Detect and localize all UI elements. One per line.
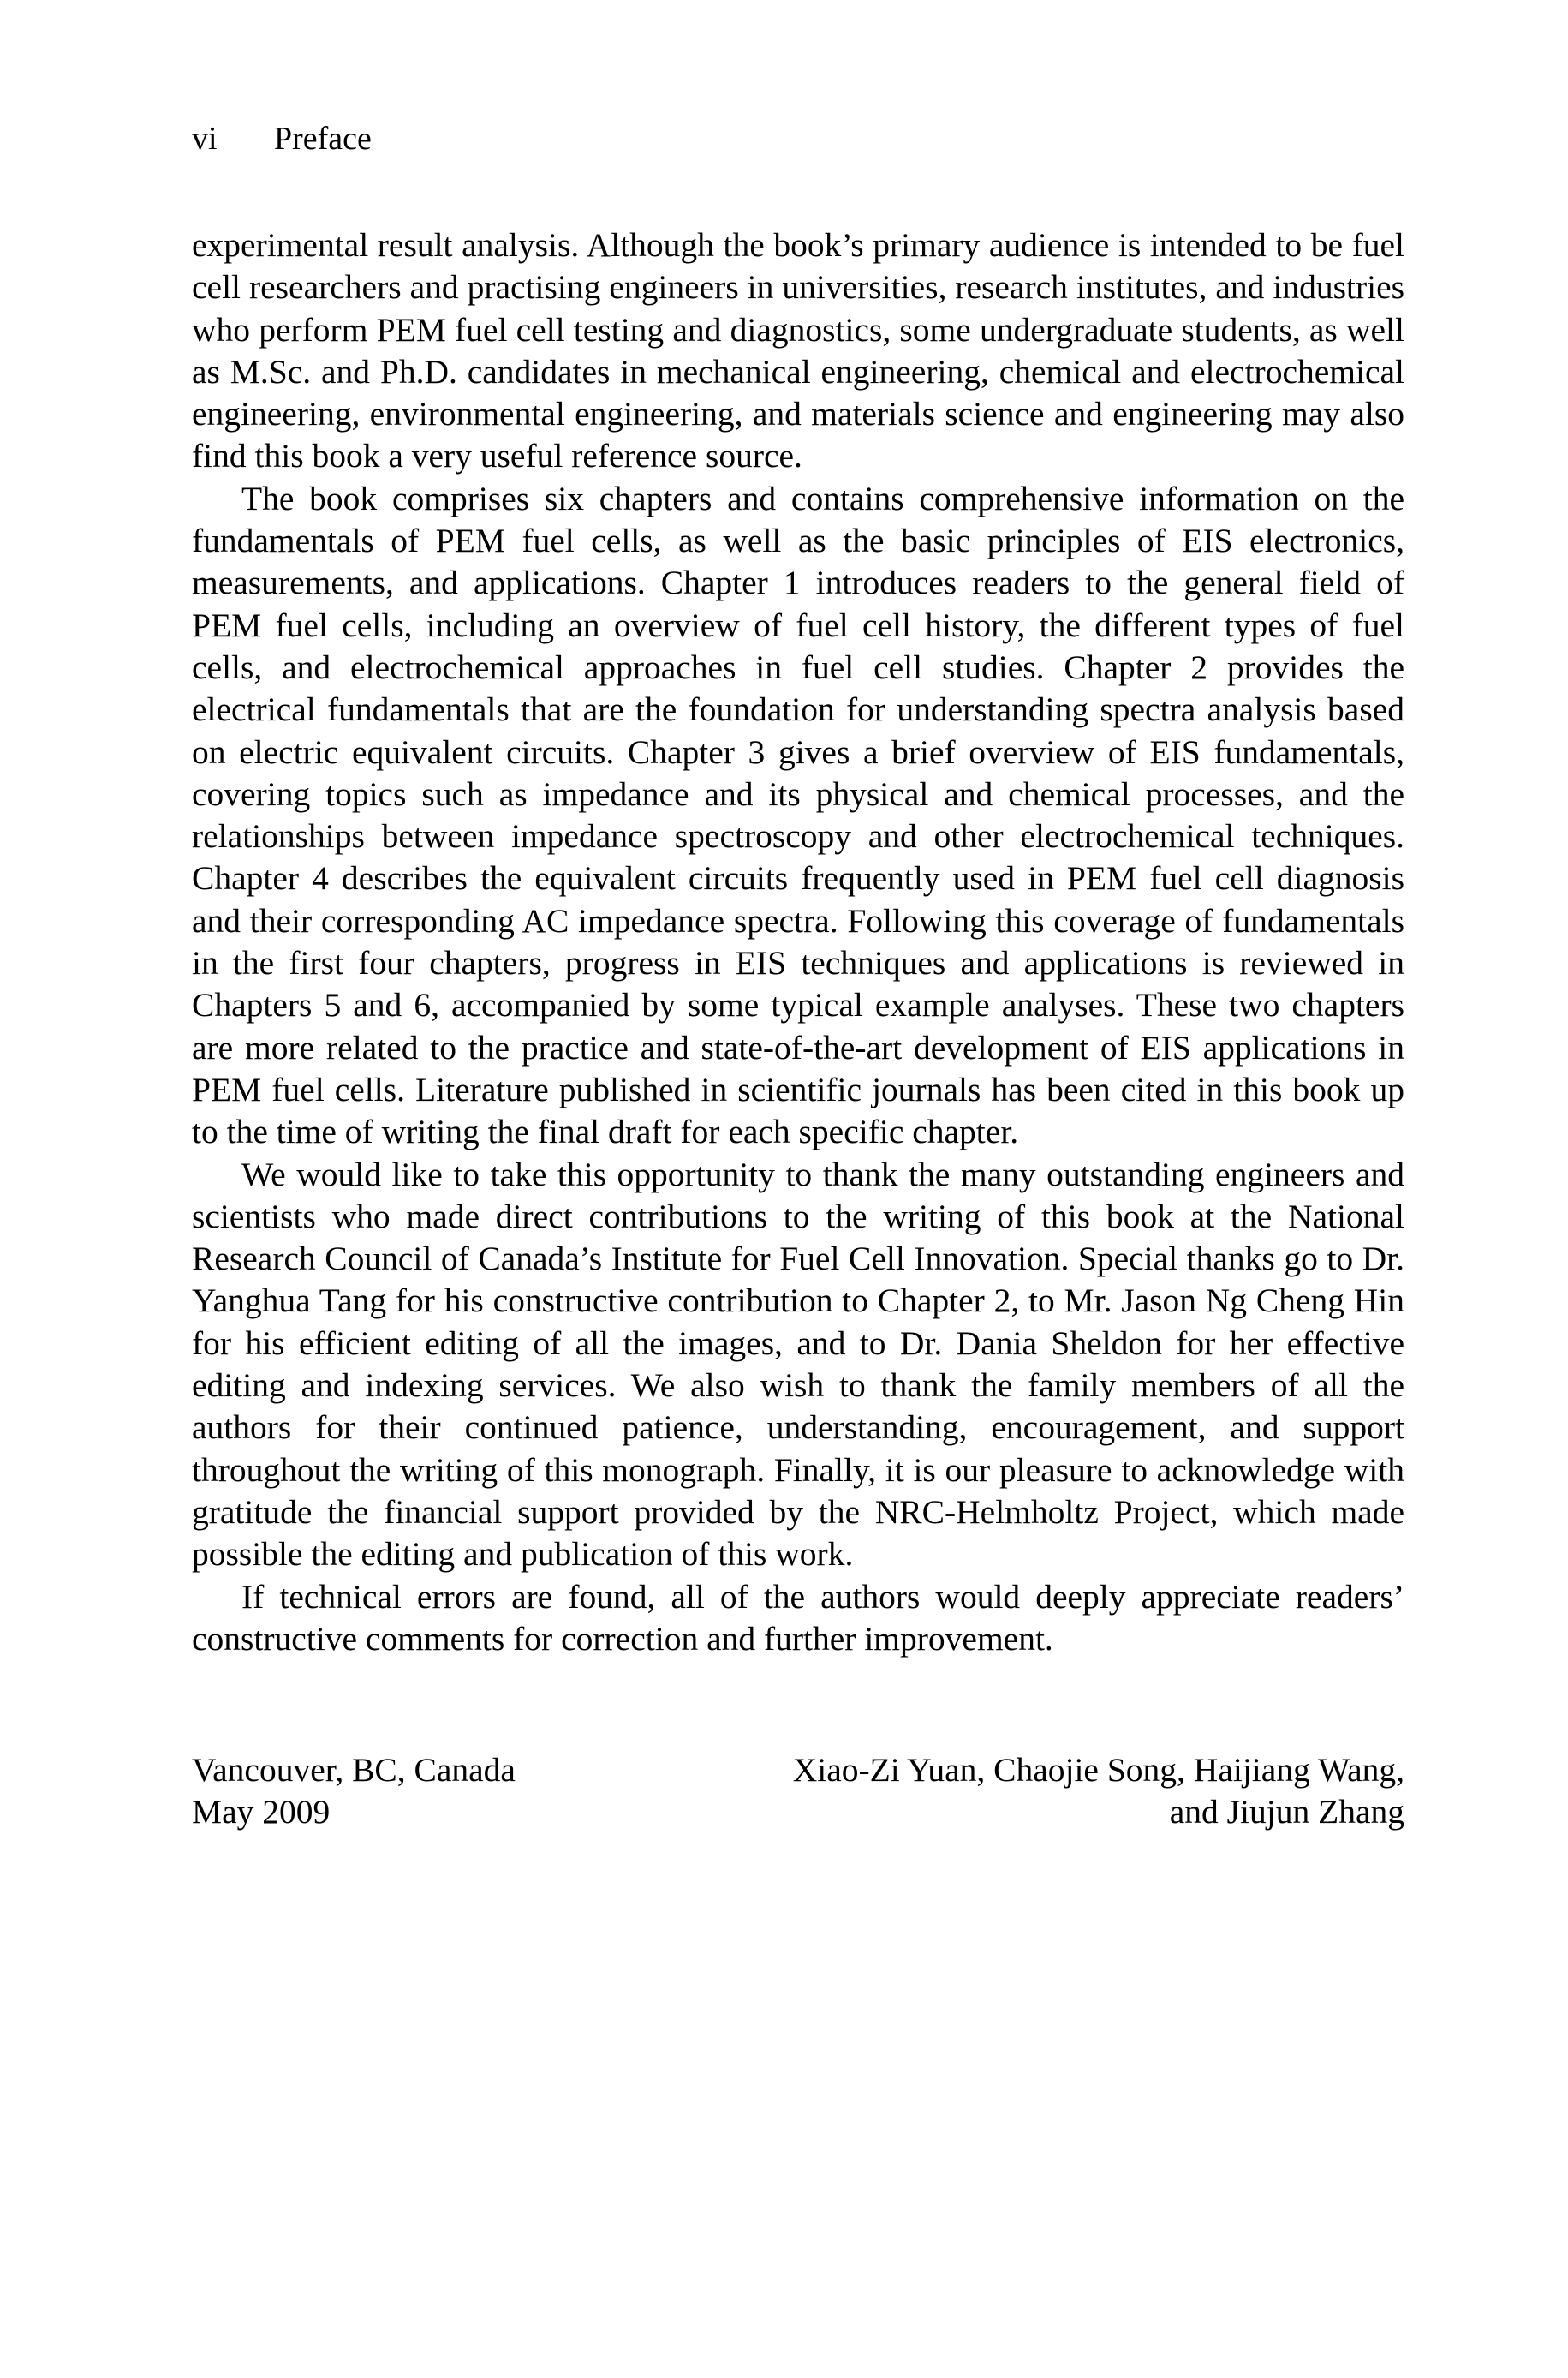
paragraph-book-overview: The book comprises six chapters and contains comprehensive information on the fundamentals of PEM fuel cells, as well as the basic principles of EIS electronics, measurements, and applications. Chapter 1 introduces readers to the general field of PEM fuel cells, including an overview of fuel cell history, the different types of fuel cells, and electrochemical approaches in fuel cell studies. Chapter 2 provides the electrical fundamentals that are the foundation for understanding spectra analysis based on electric equivalent circuits. Chapter 3 gives a brief overview of EIS fundamentals, covering topics such as impedance and its physical and chemical processes, and the relationships between impedance spectroscopy and other electrochemical techniques. Chapter 4 describes the equivalent circuits frequently used in PEM fuel cell diagnosis and their corresponding AC impedance spectra. Following this coverage of fundamentals in the first four chapters, progress in EIS techniques and applications is reviewed in Chapters 5 and 6, accompanied by some typical example analyses. These two chapters are more related to the practice and state-of-the-art development of EIS applications in PEM fuel cells. Literature published in scientific journals has been cited in this book up to the time of writing the final draft for each specific chapter.	[192, 479, 1404, 1151]
section-title: Preface	[274, 121, 372, 157]
signoff-place: Vancouver, BC, Canada	[192, 1751, 516, 1789]
paragraph-continued: experimental result analysis. Although the book’s primary audience is intended to be fuel cell researchers and practising engineers in universities, research institutes, and industries who perform PEM fuel cell testing and diagnostics, some undergraduate students, as well as M.Sc. and Ph.D. candidates in mechanical engineering, chemical and electrochemical engineering, environmental engineering, and materials science and engineering may also find this book a very useful reference source.	[192, 226, 1404, 475]
authors-line-1: Xiao-Zi Yuan, Chaojie Song, Haijiang Wang,	[792, 1751, 1404, 1789]
signoff-date: May 2009	[192, 1793, 331, 1831]
signoff-place-date	[192, 1749, 516, 1834]
authors-line-2: and Jiujun Zhang	[1169, 1793, 1404, 1831]
paragraph-errata-request: If technical errors are found, all of the authors would deeply appreciate readers’ constructive comments for correction and further improvement.	[192, 1577, 1404, 1658]
signoff-authors	[793, 1749, 1404, 1834]
paragraph-acknowledgements: We would like to take this opportunity to thank the many outstanding engineers and scientists who made direct contributions to the writing of this book at the National Research Council of Canada’s Institute for Fuel Cell Innovation. Special thanks go to Dr. Yanghua Tang for his constructive contribution to Chapter 2, to Mr. Jason Ng Cheng Hin for his efficient editing of all the images, and to Dr. Dania Sheldon for her effective editing and indexing services. We also wish to thank the family members of all the authors for their continued patience, understanding, encouragement, and support throughout the writing of this monograph. Finally, it is our pleasure to acknowledge with gratitude the financial support provided by the NRC-Helmholtz Project, which made possible the editing and publication of this work.	[192, 1155, 1404, 1574]
page-number: vi	[192, 121, 218, 157]
preface-body	[192, 224, 1404, 1660]
running-head	[192, 118, 372, 159]
